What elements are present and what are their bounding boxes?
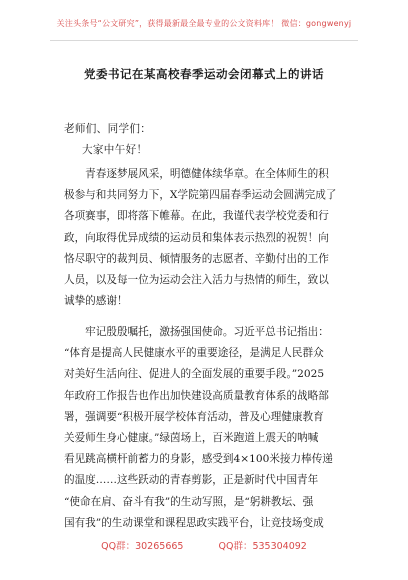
paragraph-line: 国有我”的生动课堂和课程思政实践平台，让竞技场变成 xyxy=(64,516,324,529)
salutation: 老师们、同学们： xyxy=(64,123,152,135)
paragraph-line: 的温度……这些跃动的青春剪影，正是新时代中国青年 xyxy=(64,474,319,487)
paragraph-2 xyxy=(64,322,344,534)
paragraph-line: 诚挚的感谢！ xyxy=(64,295,128,308)
paragraph-line: 青春逐梦展风采，明德健体续华章。在全体师生的积 xyxy=(64,168,329,180)
paragraph-line: 署，强调要“积极开展学校体育活动，普及心理健康教育 xyxy=(64,410,324,423)
paragraph-line: 各项赛事，即将落下帷幕。在此，我谨代表学校党委和行 xyxy=(64,210,329,223)
paragraph-line: 极参与和共同努力下，X学院第四届春季运动会圆满完成了 xyxy=(64,189,337,202)
paragraph-line: 对美好生活向往、促进人的全面发展的重要手段。”2025 xyxy=(64,368,325,381)
paragraph-line: “体育是提高人民健康水平的重要途径，是满足人民群众 xyxy=(64,347,324,360)
header-divider xyxy=(50,40,358,41)
paragraph-line: 人员，以及每一位为运动会注入活力与热情的师生，致以 xyxy=(64,274,329,287)
paragraph-line: 政，向取得优异成绩的运动员和集体表示热烈的祝贺！向 xyxy=(64,231,329,244)
footer-contact xyxy=(0,538,408,552)
paragraph-line: 关爱师生身心健康。”绿茵场上，百米跑道上震天的呐喊 xyxy=(64,432,319,445)
footer-qq-group-2: QQ群：535304092 xyxy=(218,541,307,552)
footer-qq-group-1: QQ群：30265665 xyxy=(101,541,184,552)
paragraph-line: “使命在肩、奋斗有我”的生动写照，是“躬耕教坛、强 xyxy=(64,495,314,508)
greeting: 大家中午好！ xyxy=(82,144,148,156)
header-promo-note: 关注头条号“公文研究”，获得最新最全最专业的公文资料库！ 微信：gongwenyj xyxy=(56,19,352,28)
paragraph-line: 恪尽职守的裁判员、倾情服务的志愿者、辛勤付出的工作 xyxy=(64,252,329,265)
paragraph-1 xyxy=(64,164,344,312)
paragraph-line: 年政府工作报告也作出加快建设高质量教育体系的战略部 xyxy=(64,389,329,402)
paragraph-line: 看见跳高横杆前蓄力的身影，感受到4×100米接力棒传递 xyxy=(64,453,333,466)
paragraph-line: 牢记殷殷嘱托，激扬强国使命。习近平总书记指出： xyxy=(64,326,329,338)
document-title: 党委书记在某高校春季运动会闭幕式上的讲话 xyxy=(84,67,324,81)
